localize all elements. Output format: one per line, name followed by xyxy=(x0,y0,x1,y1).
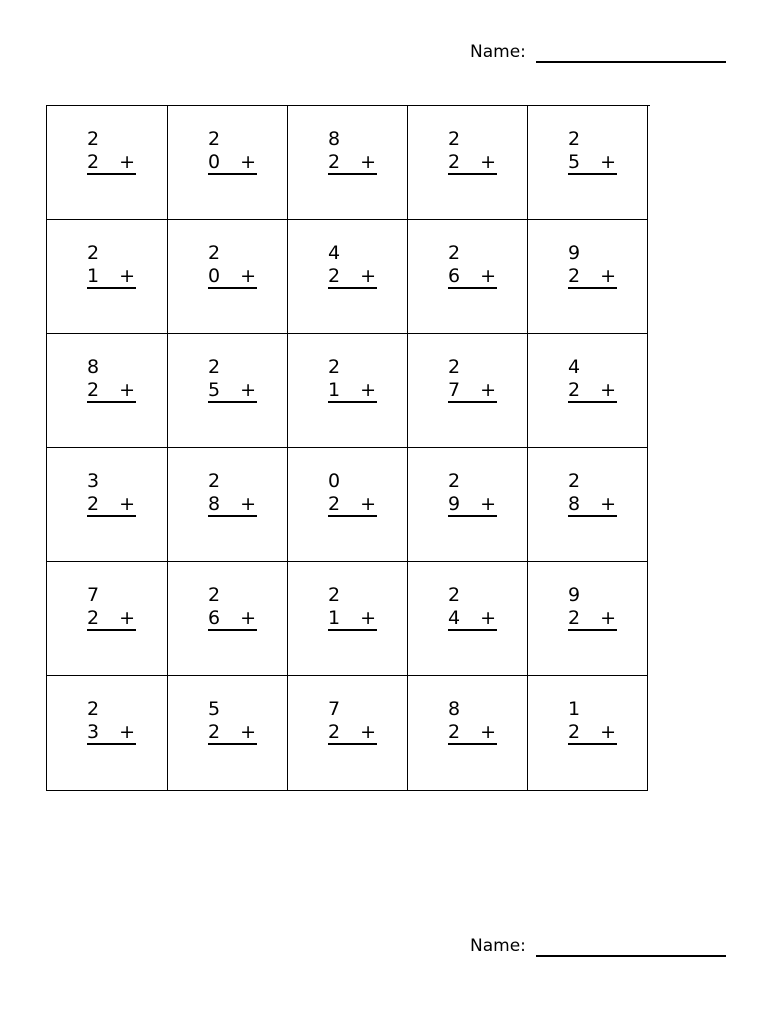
addend-bottom-line xyxy=(87,265,136,289)
addend-bottom-line xyxy=(448,721,497,745)
name-field-top xyxy=(470,41,726,63)
addend-bottom-line xyxy=(568,721,617,745)
plus-sign: + xyxy=(480,607,496,629)
addend-bottom-line xyxy=(87,379,136,403)
addend-bottom: 6 xyxy=(448,265,461,287)
plus-sign: + xyxy=(240,265,256,287)
addend-bottom-line xyxy=(328,151,377,175)
addend-top: 2 xyxy=(208,242,221,264)
addend-bottom: 1 xyxy=(87,265,100,287)
addend-bottom: 2 xyxy=(87,379,100,401)
addend-bottom-line xyxy=(208,151,257,175)
addend-bottom-line xyxy=(568,151,617,175)
problem-cell xyxy=(408,562,528,676)
name-blank-line[interactable] xyxy=(536,955,726,957)
addend-bottom: 6 xyxy=(208,607,221,629)
plus-sign: + xyxy=(119,151,135,173)
plus-sign: + xyxy=(240,379,256,401)
problem-cell xyxy=(408,334,528,448)
problem-cell xyxy=(168,562,288,676)
plus-sign: + xyxy=(600,721,616,743)
problem-row xyxy=(47,106,650,220)
addend-bottom: 2 xyxy=(87,151,100,173)
addend-bottom-line xyxy=(448,265,497,289)
addend-bottom-line xyxy=(87,493,136,517)
addend-bottom-line xyxy=(568,493,617,517)
problem-cell xyxy=(47,448,168,562)
addend-top: 3 xyxy=(87,470,100,492)
plus-sign: + xyxy=(480,151,496,173)
addend-bottom-line xyxy=(448,607,497,631)
addend-top: 9 xyxy=(568,242,581,264)
addend-bottom-line xyxy=(568,265,617,289)
addend-bottom: 5 xyxy=(208,379,221,401)
addend-top: 2 xyxy=(328,356,341,378)
addend-bottom-line xyxy=(328,607,377,631)
problem-cell xyxy=(528,448,648,562)
addend-bottom: 8 xyxy=(208,493,221,515)
addend-bottom-line xyxy=(87,151,136,175)
plus-sign: + xyxy=(480,721,496,743)
problem-cell xyxy=(47,220,168,334)
problem-grid xyxy=(46,105,650,791)
addend-bottom: 2 xyxy=(328,151,341,173)
problem-cell xyxy=(408,676,528,791)
plus-sign: + xyxy=(480,379,496,401)
addend-bottom-line xyxy=(448,493,497,517)
problem-cell xyxy=(168,106,288,220)
addend-bottom: 2 xyxy=(568,379,581,401)
plus-sign: + xyxy=(119,265,135,287)
addend-bottom: 2 xyxy=(208,721,221,743)
problem-row xyxy=(47,562,650,676)
problem-cell xyxy=(528,220,648,334)
addend-bottom: 7 xyxy=(448,379,461,401)
plus-sign: + xyxy=(240,607,256,629)
addend-top: 2 xyxy=(87,698,100,720)
addend-bottom-line xyxy=(87,721,136,745)
addend-bottom: 2 xyxy=(328,721,341,743)
addend-bottom-line xyxy=(208,721,257,745)
addend-bottom-line xyxy=(87,607,136,631)
plus-sign: + xyxy=(360,607,376,629)
addend-bottom: 4 xyxy=(448,607,461,629)
addend-top: 2 xyxy=(87,242,100,264)
name-label: Name: xyxy=(470,936,526,956)
addend-bottom: 2 xyxy=(328,265,341,287)
problem-cell xyxy=(288,106,408,220)
addend-bottom-line xyxy=(328,493,377,517)
addend-bottom-line xyxy=(448,151,497,175)
problem-cell xyxy=(47,562,168,676)
addend-bottom-line xyxy=(328,265,377,289)
addend-bottom: 1 xyxy=(328,607,341,629)
plus-sign: + xyxy=(480,493,496,515)
addend-top: 2 xyxy=(448,128,461,150)
plus-sign: + xyxy=(600,607,616,629)
addend-bottom: 2 xyxy=(568,721,581,743)
addend-top: 9 xyxy=(568,584,581,606)
plus-sign: + xyxy=(360,151,376,173)
addend-bottom-line xyxy=(568,607,617,631)
addend-top: 2 xyxy=(208,356,221,378)
addend-bottom-line xyxy=(208,265,257,289)
addend-top: 2 xyxy=(208,584,221,606)
problem-cell xyxy=(528,676,648,791)
addend-top: 8 xyxy=(87,356,100,378)
addend-bottom-line xyxy=(328,379,377,403)
addend-bottom: 2 xyxy=(87,607,100,629)
addend-top: 2 xyxy=(208,128,221,150)
name-blank-line[interactable] xyxy=(536,61,726,63)
plus-sign: + xyxy=(119,607,135,629)
addend-bottom: 9 xyxy=(448,493,461,515)
addend-bottom-line xyxy=(208,379,257,403)
problem-cell xyxy=(288,676,408,791)
addend-bottom-line xyxy=(208,607,257,631)
problem-cell xyxy=(408,448,528,562)
plus-sign: + xyxy=(360,379,376,401)
plus-sign: + xyxy=(600,379,616,401)
addend-top: 7 xyxy=(328,698,341,720)
plus-sign: + xyxy=(360,493,376,515)
addend-top: 4 xyxy=(568,356,581,378)
addend-top: 2 xyxy=(87,128,100,150)
problem-cell xyxy=(168,676,288,791)
addend-top: 2 xyxy=(328,584,341,606)
addend-bottom: 0 xyxy=(208,151,221,173)
plus-sign: + xyxy=(600,265,616,287)
problem-cell xyxy=(168,334,288,448)
addend-bottom: 1 xyxy=(328,379,341,401)
problem-cell xyxy=(288,334,408,448)
problem-row xyxy=(47,676,650,791)
addend-top: 8 xyxy=(328,128,341,150)
problem-cell xyxy=(288,220,408,334)
plus-sign: + xyxy=(119,721,135,743)
plus-sign: + xyxy=(360,721,376,743)
addend-bottom: 2 xyxy=(448,721,461,743)
addend-top: 7 xyxy=(87,584,100,606)
addend-bottom-line xyxy=(328,721,377,745)
addend-bottom: 8 xyxy=(568,493,581,515)
problem-row xyxy=(47,220,650,334)
name-label: Name: xyxy=(470,42,526,62)
problem-row xyxy=(47,448,650,562)
plus-sign: + xyxy=(240,721,256,743)
addend-top: 2 xyxy=(448,356,461,378)
problem-cell xyxy=(168,220,288,334)
problem-cell xyxy=(528,334,648,448)
addend-bottom: 0 xyxy=(208,265,221,287)
addend-bottom-line xyxy=(568,379,617,403)
problem-cell xyxy=(288,562,408,676)
plus-sign: + xyxy=(119,379,135,401)
addend-top: 2 xyxy=(448,584,461,606)
addend-top: 8 xyxy=(448,698,461,720)
addend-bottom: 5 xyxy=(568,151,581,173)
problem-cell xyxy=(528,106,648,220)
problem-cell xyxy=(47,676,168,791)
addend-bottom: 2 xyxy=(568,607,581,629)
problem-row xyxy=(47,334,650,448)
problem-cell xyxy=(168,448,288,562)
addend-bottom: 2 xyxy=(87,493,100,515)
addend-top: 1 xyxy=(568,698,581,720)
addend-top: 2 xyxy=(568,470,581,492)
addend-bottom: 3 xyxy=(87,721,100,743)
plus-sign: + xyxy=(600,493,616,515)
problem-cell xyxy=(47,106,168,220)
addend-top: 2 xyxy=(208,470,221,492)
addend-top: 4 xyxy=(328,242,341,264)
plus-sign: + xyxy=(119,493,135,515)
problem-cell xyxy=(408,220,528,334)
addend-top: 5 xyxy=(208,698,221,720)
problem-cell xyxy=(528,562,648,676)
name-field-bottom xyxy=(470,935,726,957)
problem-cell xyxy=(408,106,528,220)
plus-sign: + xyxy=(240,151,256,173)
plus-sign: + xyxy=(240,493,256,515)
addend-bottom-line xyxy=(208,493,257,517)
addend-bottom-line xyxy=(448,379,497,403)
addend-top: 2 xyxy=(568,128,581,150)
problem-cell xyxy=(288,448,408,562)
addend-top: 2 xyxy=(448,242,461,264)
plus-sign: + xyxy=(600,151,616,173)
addend-top: 0 xyxy=(328,470,341,492)
plus-sign: + xyxy=(360,265,376,287)
plus-sign: + xyxy=(480,265,496,287)
problem-cell xyxy=(47,334,168,448)
addend-bottom: 2 xyxy=(568,265,581,287)
addend-bottom: 2 xyxy=(448,151,461,173)
addend-bottom: 2 xyxy=(328,493,341,515)
addend-top: 2 xyxy=(448,470,461,492)
